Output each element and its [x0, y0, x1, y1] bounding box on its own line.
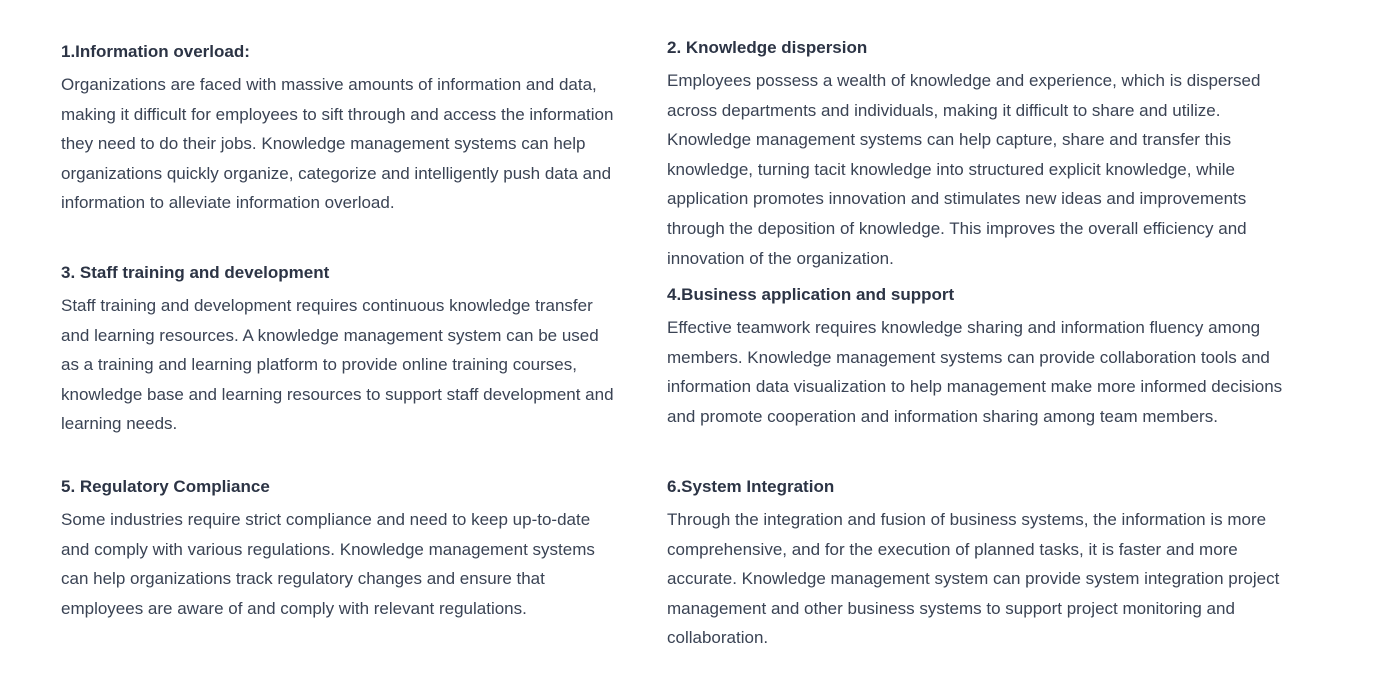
section-system-integration [667, 475, 1307, 653]
section-heading: 1.Information overload: [61, 42, 250, 61]
section-body: Staff training and development requires continuous knowledge transfer and learning resources. A knowledge management system can be used as a training and learning platform to provide online training courses, knowledge base and learning resources to support staff development and learning needs. [61, 296, 614, 434]
section-body: Organizations are faced with massive amounts of information and data, making it difficult for employees to sift through and access the information they need to do their jobs. Knowledge management systems can help organizations quickly organize, categorize and intelligently push data and information to alleviate information overload. [61, 75, 614, 213]
section-heading: 6.System Integration [667, 477, 835, 496]
section-information-overload [61, 40, 627, 218]
section-regulatory-compliance [61, 475, 621, 623]
section-body: Effective teamwork requires knowledge sharing and information fluency among members. Knowledge management systems can provide collaboration tools and information data visualization to help management make more informed decisions and promote cooperation and information sharing among team members. [667, 318, 1283, 426]
section-body: Some industries require strict compliance and need to keep up-to-date and comply with various regulations. Knowledge management systems can help organizations track regulatory changes and ensure that employees are aware of and comply with relevant regulations. [61, 510, 595, 618]
section-heading: 5. Regulatory Compliance [61, 477, 270, 496]
section-knowledge-dispersion [667, 36, 1307, 273]
section-body: Through the integration and fusion of business systems, the information is more comprehensive, and for the execution of planned tasks, it is faster and more accurate. Knowledge management system can provide system integration project management and other business systems to support project monitoring and collaboration. [667, 510, 1280, 648]
section-staff-training [61, 261, 621, 439]
section-heading: 2. Knowledge dispersion [667, 38, 868, 57]
section-business-application [667, 283, 1307, 431]
section-heading: 3. Staff training and development [61, 263, 330, 282]
section-body: Employees possess a wealth of knowledge and experience, which is dispersed across departments and individuals, making it difficult to share and utilize. Knowledge management systems can help capture, share and transfer this knowledge, turning tacit knowledge into structured explicit knowledge, while application promotes innovation and stimulates new ideas and improvements through the deposition of knowledge. This improves the overall efficiency and innovation of the organization. [667, 71, 1261, 268]
section-heading: 4.Business application and support [667, 285, 955, 304]
